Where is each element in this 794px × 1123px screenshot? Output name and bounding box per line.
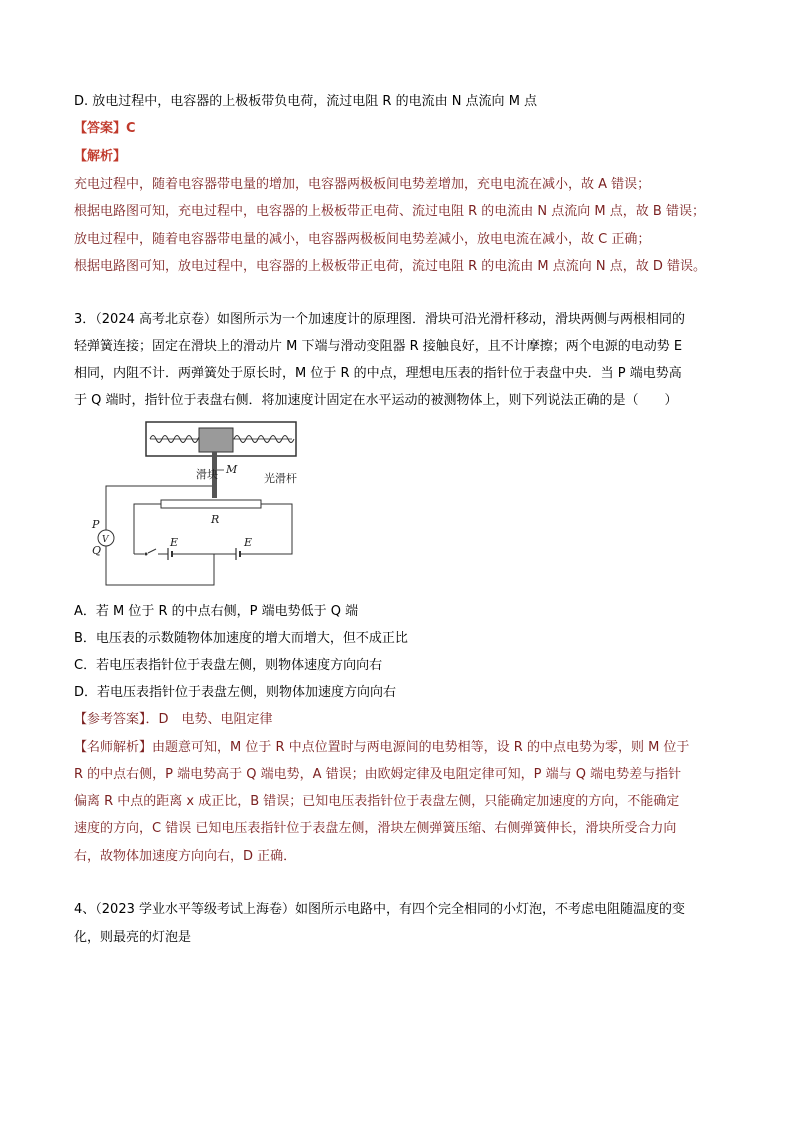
q3-explanation-line: 【名师解析】由题意可知，M 位于 R 中点位置时与两电源间的电势相等，设 R 的中点电势为零，则 M 位于: [74, 740, 690, 755]
label-p: P: [92, 518, 100, 531]
analysis-line: 根据电路图可知，放电过程中，电容器的上极板带正电荷，流过电阻 R 的电流由 M 点流向 N 点，故 D 错误。: [74, 259, 707, 274]
analysis-header: 【解析】: [74, 149, 127, 164]
switch: [148, 549, 156, 553]
q3-explanation-line: R 的中点右侧，P 端电势高于 Q 端电势，A 错误；由欧姆定律及电阻定律可知，P 端与 Q 端电势差与指针: [74, 767, 682, 782]
label-r: R: [211, 513, 220, 526]
q3-reference-answer: 【参考答案】．D 电势、电阻定律: [74, 712, 273, 727]
q3-option-a: A．若 M 位于 R 的中点右侧，P 端电势低于 Q 端: [74, 604, 359, 619]
q3-option-c: C．若电压表指针位于表盘左侧，则物体速度方向向右: [74, 658, 383, 673]
option-d-prev: D. 放电过程中，电容器的上极板带负电荷，流过电阻 R 的电流由 N 点流向 M 点: [74, 94, 538, 109]
q4-stem-line: 4、（2023 学业水平等级考试上海卷）如图所示电路中，有四个完全相同的小灯泡，不考虑电阻随温度的变: [74, 902, 685, 917]
label-q: Q: [92, 544, 102, 557]
slider-block: [199, 428, 233, 452]
label-slider: 滑块: [196, 468, 218, 481]
resistor-r: [161, 500, 261, 508]
q3-stem-line: 于 Q 端时，指针位于表盘右侧．将加速度计固定在水平运动的被测物体上，则下列说法正确的是（ ）: [74, 393, 678, 408]
accelerometer-circuit-figure: [92, 420, 306, 590]
answer-label: 【答案】C: [74, 121, 136, 136]
label-e1: E: [170, 536, 179, 549]
analysis-line: 根据电路图可知，充电过程中，电容器的上极板带正电荷、流过电阻 R 的电流由 N 点流向 M 点，故 B 错误；: [74, 204, 705, 219]
q3-explanation-line: 偏离 R 中点的距离 x 成正比，B 错误；已知电压表指针位于表盘左侧，只能确定加速度的方向，不能确定: [74, 794, 680, 809]
analysis-line: 充电过程中，随着电容器带电量的增加，电容器两极板间电势差增加，充电电流在减小，故 A 错误；: [74, 177, 651, 192]
analysis-line: 放电过程中，随着电容器带电量的减小，电容器两极板间电势差减小，放电电流在减小，故 C 正确；: [74, 232, 651, 247]
label-m: M: [226, 463, 238, 476]
q4-stem-line: 化，则最亮的灯泡是: [74, 930, 192, 945]
q3-option-d: D．若电压表指针位于表盘左侧，则物体加速度方向向右: [74, 685, 397, 700]
label-e2: E: [244, 536, 253, 549]
label-rod: 光滑杆: [264, 472, 297, 485]
q3-explanation-line: 速度的方向，C 错误 已知电压表指针位于表盘左侧，滑块左侧弹簧压缩、右侧弹簧伸长，滑块所受合力向: [74, 821, 677, 836]
label-v: V: [102, 535, 109, 545]
q3-option-b: B．电压表的示数随物体加速度的增大而增大，但不成正比: [74, 631, 408, 646]
q3-explanation-line: 右，故物体加速度方向向右，D 正确．: [74, 849, 297, 864]
q3-stem-line: 轻弹簧连接；固定在滑块上的滑动片 M 下端与滑动变阻器 R 接触良好，且不计摩擦；两个电源的电动势 E: [74, 339, 683, 354]
q3-stem-line: 3．（2024 高考北京卷）如图所示为一个加速度计的原理图．滑块可沿光滑杆移动，滑块两侧与两根相同的: [74, 312, 685, 327]
q3-stem-line: 相同，内阻不计．两弹簧处于原长时，M 位于 R 的中点，理想电压表的指针位于表盘中央．当 P 端电势高: [74, 366, 682, 381]
